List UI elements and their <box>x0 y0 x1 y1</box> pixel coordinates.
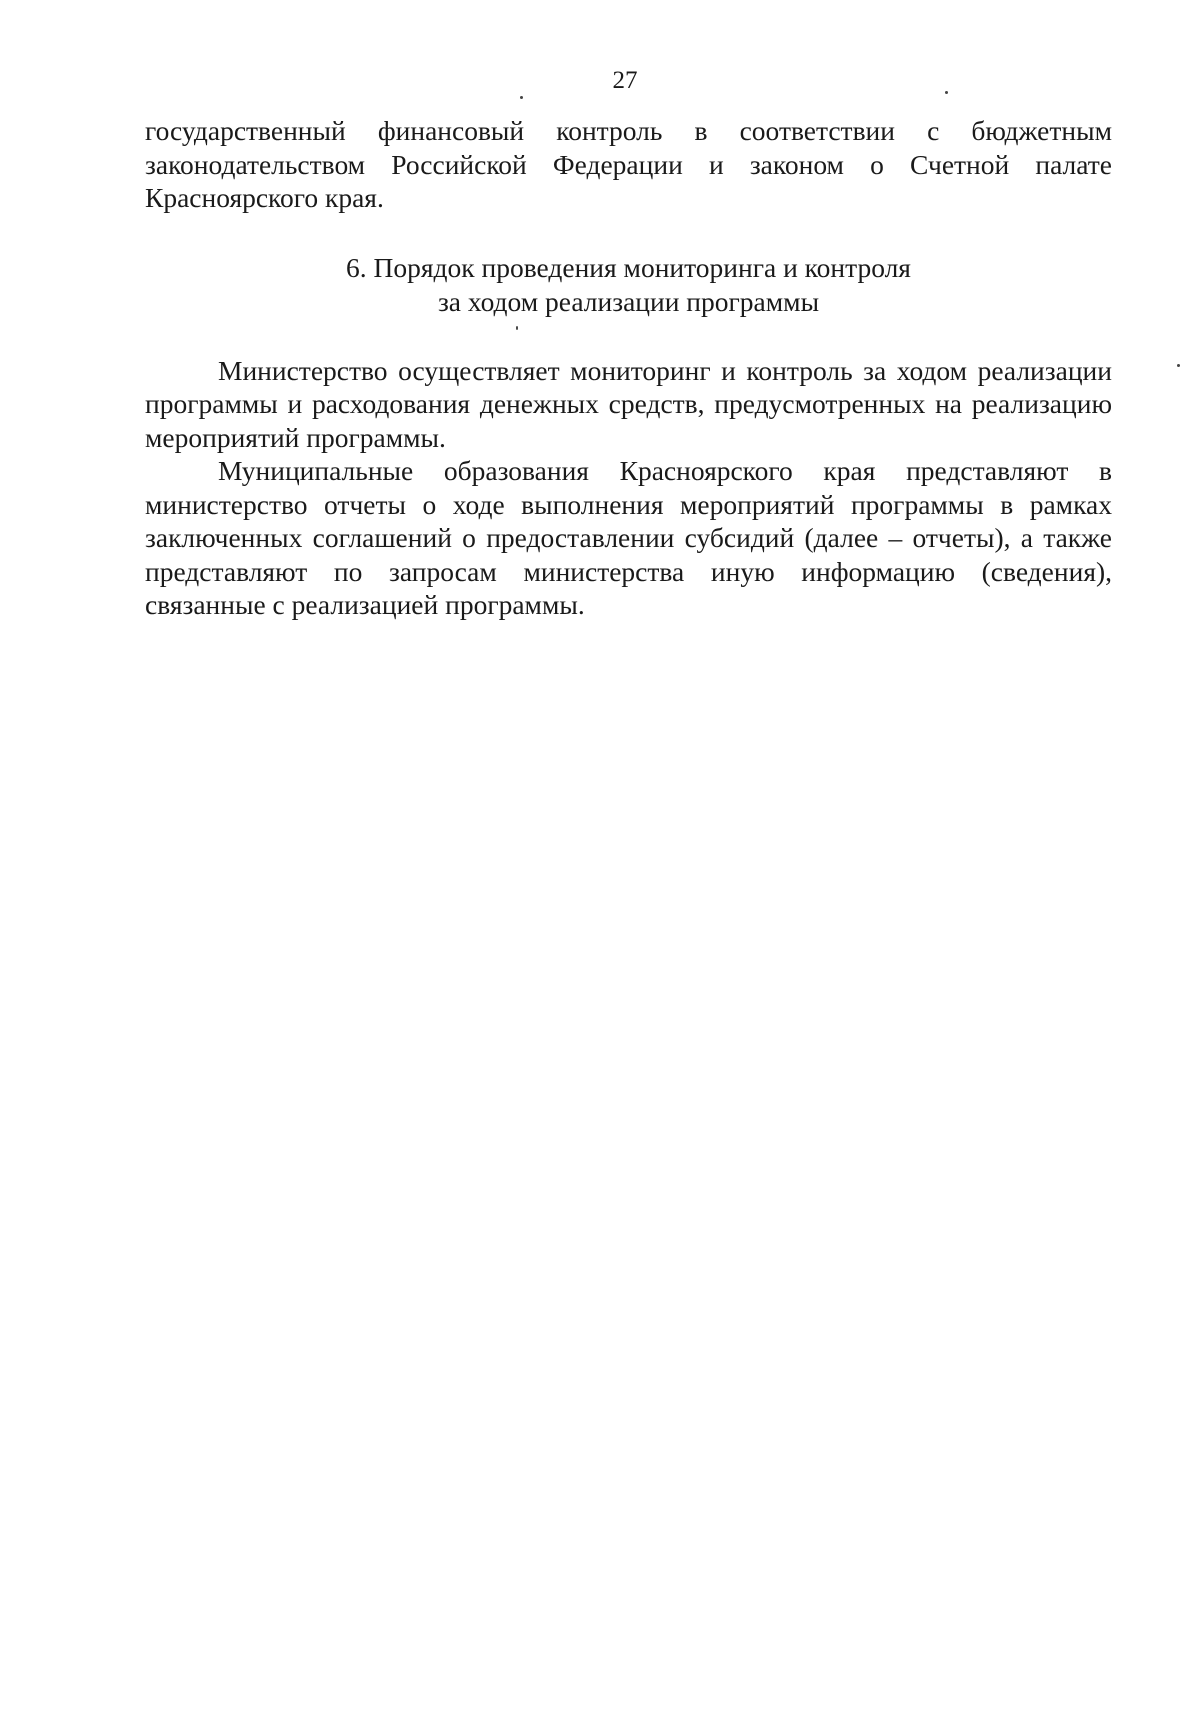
scan-speck <box>520 96 523 99</box>
section-heading <box>145 251 1112 319</box>
section-heading-line-1: 6. Порядок проведения мониторинга и контроля <box>346 251 911 283</box>
page-number: 27 <box>612 67 638 94</box>
scan-speck <box>1177 364 1180 367</box>
paragraph-reports: Муниципальные образования Красноярского края представляют в министерство отчеты о ходе выполнения мероприятий программы в рамках заключенных соглашений о предоставлении субсидий (далее – отчеты), а также представляют по запросам министерства иную информацию (сведения), связанные с реализацией программы. <box>145 455 1112 620</box>
paragraph-monitoring: Министерство осуществляет мониторинг и контроль за ходом реализации программы и расходования денежных средств, предусмотренных на реализацию мероприятий программы. <box>145 354 1112 453</box>
document-body <box>145 114 1112 622</box>
scan-speck <box>945 91 948 94</box>
scan-speck <box>516 326 518 330</box>
continuation-paragraph: государственный финансовый контроль в соответствии с бюджетным законодательством Российской Федерации и законом о Счетной палате Красноярского края. <box>145 115 1112 213</box>
section-heading-line-2: за ходом реализации программы <box>437 285 820 317</box>
